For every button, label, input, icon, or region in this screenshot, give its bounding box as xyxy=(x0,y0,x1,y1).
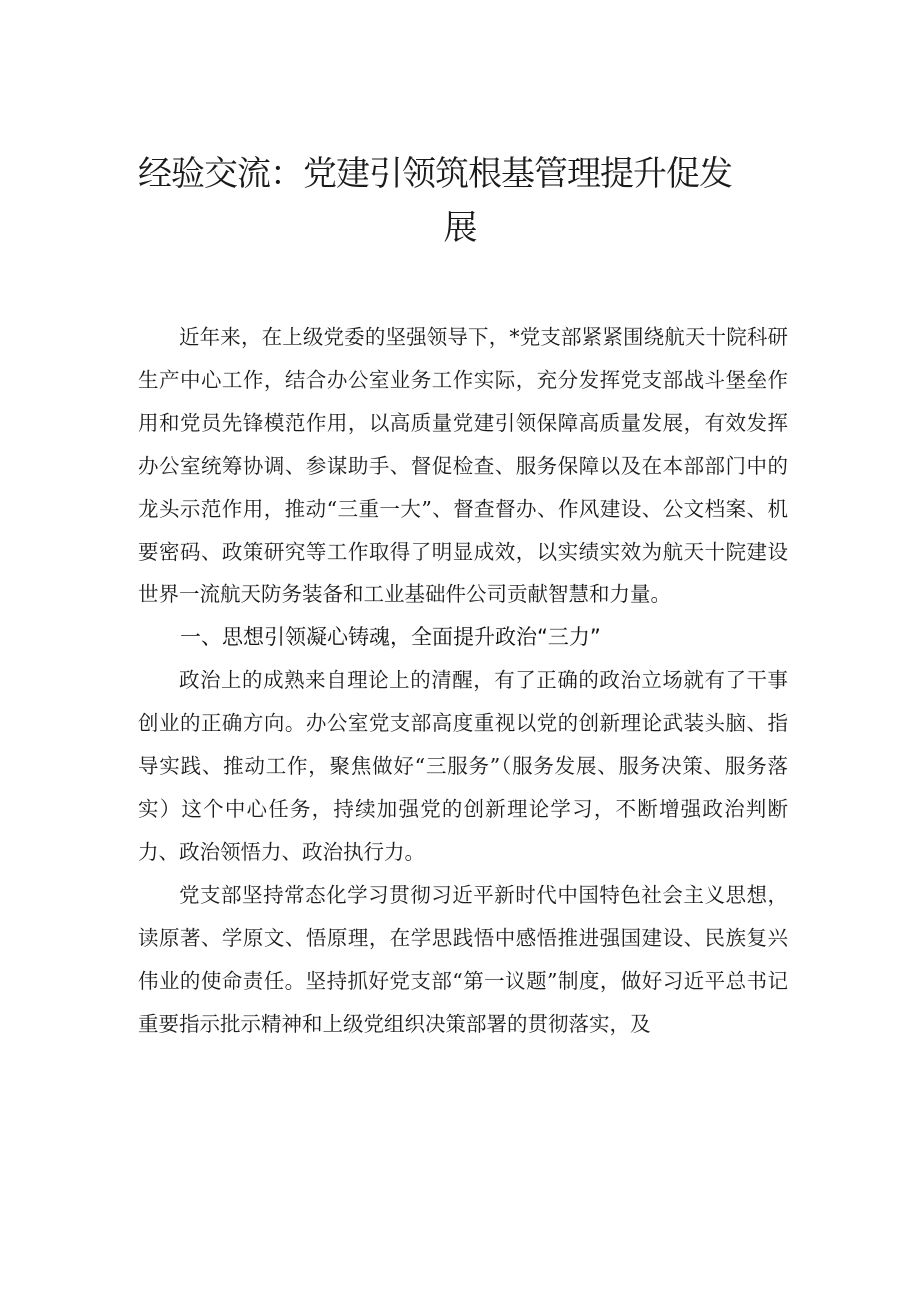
document-body xyxy=(138,316,788,1045)
document-title-line-2: 展 xyxy=(443,208,477,248)
paragraph-political-maturity: 政治上的成熟来自理论上的清醒，有了正确的政治立场就有了干事创业的正确方向。办公室党支部高度重视以党的创新理论武装头脑、指导实践、推动工作，聚焦做好“三服务”（服务发展、服务决策、服务落实）这个中心任务，持续加强党的创新理论学习，不断增强政治判断力、政治领悟力、政治执行力。 xyxy=(138,668,788,864)
paragraph-party-study: 党支部坚持常态化学习贯彻习近平新时代中国特色社会主义思想，读原著、学原文、悟原理，在学思践悟中感悟推进强国建设、民族复兴伟业的使命责任。坚持抓好党支部“第一议题”制度，做好习近平总书记重要指示批示精神和上级党组织决策部署的贯彻落实，及 xyxy=(138,882,788,1036)
section-heading-1: 一、思想引领凝心铸魂，全面提升政治“三力” xyxy=(180,625,601,650)
paragraph-intro: 近年来，在上级党委的坚强领导下，*党支部紧紧围绕航天十院科研生产中心工作，结合办公室业务工作实际，充分发挥党支部战斗堡垒作用和党员先锋模范作用，以高质量党建引领保障高质量发展，有效发挥办公室统筹协调、参谋助手、督促检查、服务保障以及在本部部门中的龙头示范作用，推动“三重一大”、督查督办、作风建设、公文档案、机要密码、政策研究等工作取得了明显成效，以实绩实效为航天十院建设世界一流航天防务装备和工业基础件公司贡献智慧和力量。 xyxy=(138,325,788,607)
document-title-line-1: 经验交流：党建引领筑根基管理提升促发 xyxy=(138,154,732,194)
